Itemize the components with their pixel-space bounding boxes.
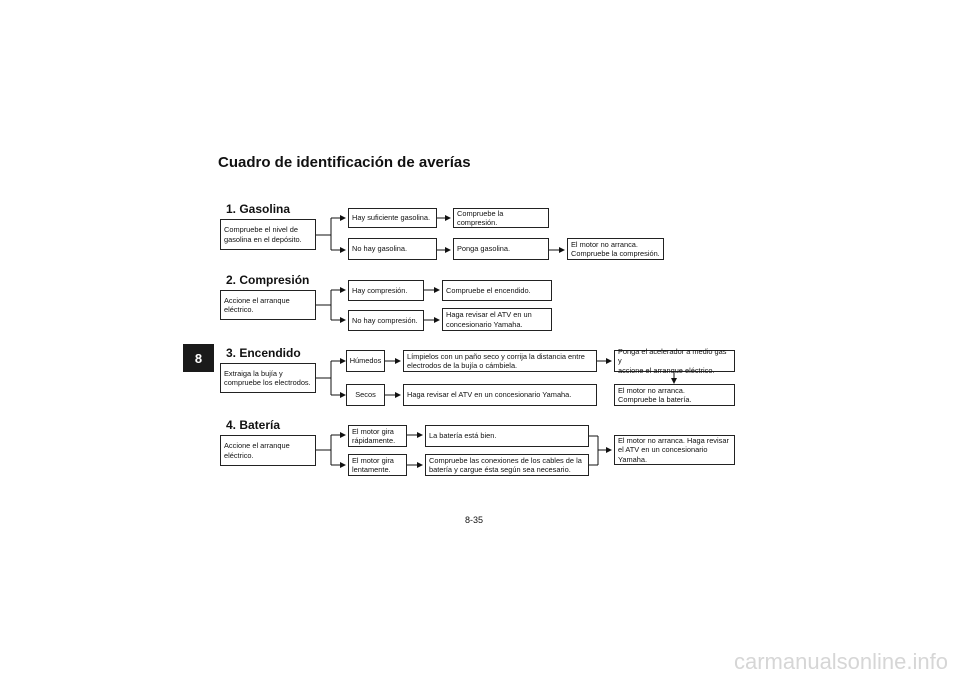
- flow-box: [346, 384, 385, 406]
- box-text: No hay gasolina.: [352, 244, 408, 254]
- box-text: Accione el arranque eléctrico.: [224, 441, 290, 460]
- box-text: El motor no arranca. Compruebe la compresión.: [571, 239, 660, 258]
- box-text: No hay compresión.: [352, 315, 418, 325]
- flow-box: [453, 238, 549, 260]
- flow-box: [614, 347, 735, 375]
- flow-box-start: [220, 219, 316, 250]
- flow-box-outcome: [442, 308, 552, 331]
- watermark: carmanualsonline.info: [733, 649, 948, 674]
- box-text: Secos: [355, 390, 376, 400]
- flow-box: [348, 310, 424, 331]
- flow-box-start: [220, 290, 316, 320]
- box-text: Haga revisar el ATV en un concesionario Yamaha.: [407, 390, 572, 400]
- box-text: El motor gira rápidamente.: [352, 426, 396, 445]
- box-text: Límpielos con un paño seco y corrija la distancia entre electrodos de la bujía o cámbiela.: [407, 351, 585, 370]
- box-text: Accione el arranque eléctrico.: [224, 295, 290, 314]
- section-heading-encendido: 3. Encendido: [226, 346, 301, 360]
- box-text: Hay compresión.: [352, 285, 408, 295]
- flow-box: [348, 280, 424, 301]
- flow-box: [425, 425, 589, 447]
- box-text: Compruebe las conexiones de los cables de la batería y cargue ésta según sea necesario.: [429, 455, 582, 474]
- box-text: Extraiga la bujía y compruebe los electrodos.: [224, 368, 311, 387]
- section-heading-gasolina: 1. Gasolina: [226, 202, 291, 216]
- flow-box-start: [220, 435, 316, 466]
- box-text: Ponga el acelerador a medio gas y accione el arranque eléctrico.: [618, 347, 727, 375]
- box-text: Compruebe el encendido.: [446, 285, 531, 295]
- flow-box-start: [220, 363, 316, 393]
- box-text: Húmedos: [349, 356, 382, 366]
- flow-box: [453, 208, 549, 228]
- flow-box: [403, 350, 597, 372]
- flow-box: [346, 350, 385, 372]
- box-text: Hay suficiente gasolina.: [352, 213, 431, 223]
- flow-box: [442, 280, 552, 301]
- flow-box: [348, 454, 407, 476]
- flow-box-outcome: [614, 435, 735, 465]
- flow-box: [425, 454, 589, 476]
- box-text: El motor no arranca. Compruebe la batería.: [618, 385, 692, 404]
- box-text: Ponga gasolina.: [457, 244, 511, 254]
- section-heading-compresion: 2. Compresión: [226, 273, 310, 287]
- flow-box-outcome: [614, 384, 735, 406]
- flow-box: [348, 425, 407, 447]
- box-text: El motor gira lentamente.: [352, 455, 394, 474]
- box-text: El motor no arranca. Haga revisar el ATV en un concesionario Yamaha.: [618, 436, 729, 464]
- section-heading-bateria: 4. Batería: [226, 418, 281, 432]
- flow-box: [348, 238, 437, 260]
- chapter-tab: 8: [183, 344, 214, 372]
- flow-box-outcome: [567, 238, 664, 260]
- box-text: La batería está bien.: [429, 431, 497, 441]
- page-title: Cuadro de identificación de averías: [218, 154, 471, 171]
- box-text: Haga revisar el ATV en un concesionario Yamaha.: [446, 310, 532, 329]
- box-text: Compruebe la compresión.: [457, 208, 504, 227]
- page-number: 8-35: [465, 515, 484, 525]
- flow-box-outcome: [403, 384, 597, 406]
- flow-box: [348, 208, 437, 228]
- box-text: Compruebe el nivel de gasolina en el depósito.: [224, 225, 302, 244]
